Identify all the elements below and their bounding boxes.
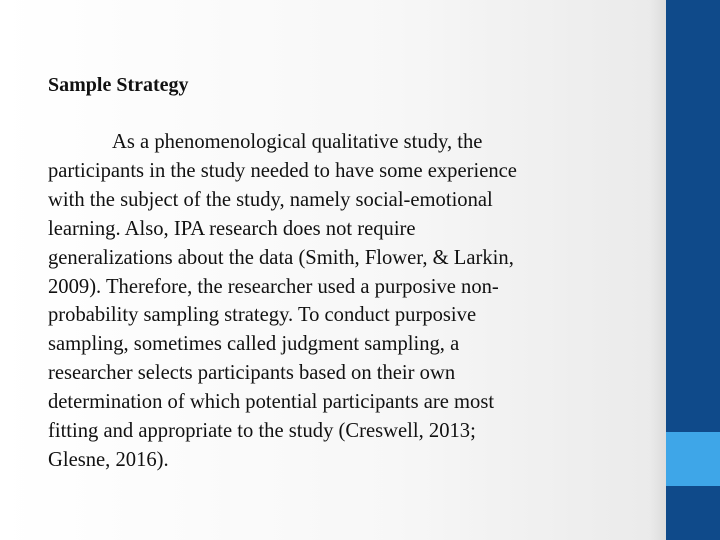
sidebar-accent-block (666, 432, 720, 486)
body-line: Glesne, 2016). (48, 448, 169, 471)
body-line: with the subject of the study, namely social-emotional (48, 188, 493, 211)
slide-title: Sample Strategy (48, 74, 189, 96)
body-line: participants in the study needed to have some experience (48, 159, 517, 182)
body-line: generalizations about the data (Smith, Flower, & Larkin, (48, 246, 514, 269)
body-line: As a phenomenological qualitative study, the (112, 131, 483, 153)
body-line: researcher selects participants based on their own (48, 362, 456, 385)
body-line: probability sampling strategy. To conduct purposive (48, 304, 477, 327)
sidebar-shadow (650, 0, 666, 540)
body-line: determination of which potential participants are most (48, 391, 495, 414)
body-line: 2009). Therefore, the researcher used a purposive non- (48, 275, 499, 298)
body-paragraph (48, 128, 608, 475)
body-line: fitting and appropriate to the study (Creswell, 2013; (48, 420, 476, 443)
body-line: sampling, sometimes called judgment sampling, a (48, 333, 460, 356)
body-line: learning. Also, IPA research does not require (48, 217, 416, 240)
